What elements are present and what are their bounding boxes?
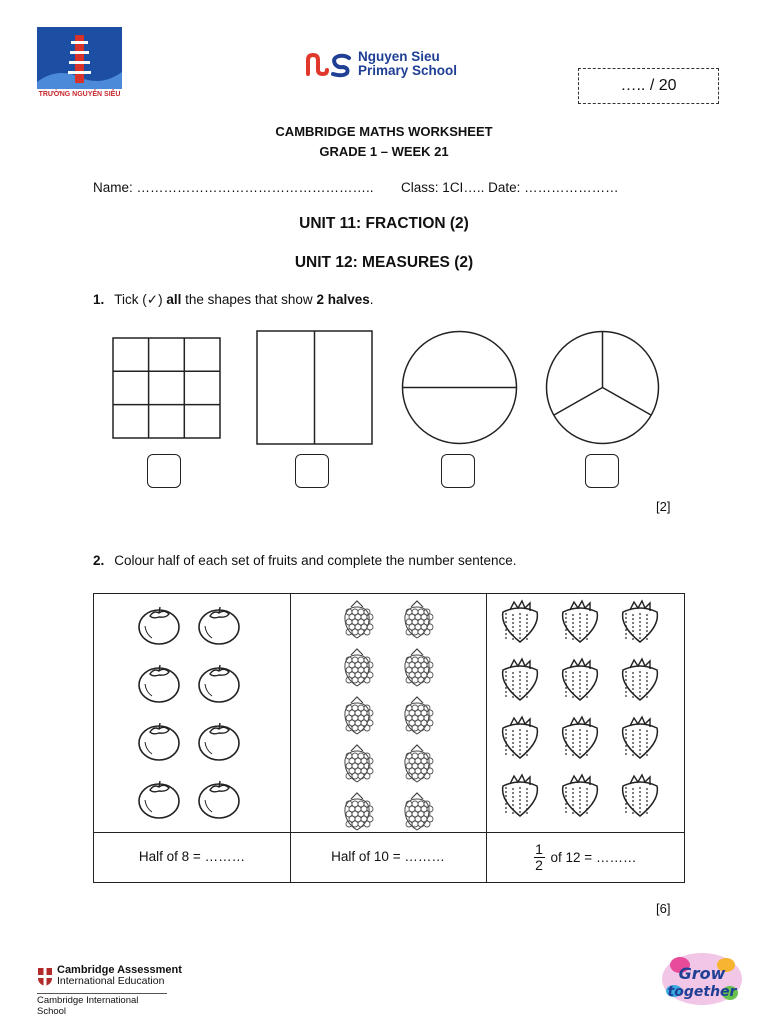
strawberry-icon[interactable]	[496, 772, 544, 823]
fraction-numerator: 1	[535, 840, 543, 857]
date-field[interactable]: Date: …………………	[488, 180, 619, 195]
svg-text:together: together	[667, 984, 737, 1000]
strawberry-icon[interactable]	[616, 714, 664, 765]
strawberry-icon[interactable]	[616, 656, 664, 707]
name-field[interactable]: Name: ……………………………………………..	[93, 180, 374, 195]
worksheet-subtitle: GRADE 1 – WEEK 21	[319, 144, 449, 159]
tick-box-grid[interactable]	[147, 454, 181, 488]
tomato-icon[interactable]	[196, 662, 242, 709]
cambridge-shield-icon	[37, 967, 53, 992]
tomato-cell	[94, 594, 290, 832]
score-text: ….. / 20	[620, 77, 677, 94]
raspberry-icon[interactable]	[340, 598, 374, 645]
question-1-number: 1.	[93, 292, 105, 307]
question-2-number: 2.	[93, 553, 105, 568]
raspberry-icon[interactable]	[340, 646, 374, 693]
half-of-12-sentence[interactable]: of 12 = ………	[550, 849, 637, 865]
q1-text-before: Tick (✓)	[114, 292, 167, 307]
strawberry-cell	[486, 594, 684, 832]
grow-together-logo-icon	[660, 951, 744, 1012]
raspberry-icon[interactable]	[400, 742, 434, 789]
school-crest-caption: TRƯỜNG NGUYỄN SIÊU	[38, 91, 121, 98]
svg-text:Grow: Grow	[678, 964, 726, 983]
worksheet-title: CAMBRIDGE MATHS WORKSHEET	[275, 124, 493, 139]
raspberry-cell	[290, 594, 486, 832]
q1-text-after: .	[369, 292, 374, 307]
raspberry-icon[interactable]	[340, 790, 374, 837]
table-row-divider	[94, 832, 684, 833]
strawberry-icon[interactable]	[556, 772, 604, 823]
question-1-marks: [2]	[656, 499, 671, 514]
question-2-marks: [6]	[656, 901, 671, 916]
unit-11-heading: UNIT 11: FRACTION (2)	[299, 215, 469, 232]
q2-text: Colour half of each set of fruits and complete the number sentence.	[114, 553, 517, 568]
raspberry-icon[interactable]	[400, 598, 434, 645]
student-info-line	[93, 180, 619, 195]
question-2-prompt	[93, 553, 517, 568]
school-name	[358, 50, 457, 78]
question-1-prompt	[93, 292, 374, 308]
rectangle-halves-icon	[256, 330, 373, 450]
half-of-8-sentence[interactable]: Half of 8 = ………	[138, 849, 246, 864]
strawberry-icon[interactable]	[616, 598, 664, 649]
one-half-fraction	[534, 842, 545, 873]
circle-halves-icon	[401, 330, 518, 450]
strawberry-icon[interactable]	[496, 598, 544, 649]
tomato-icon[interactable]	[136, 778, 182, 825]
school-crest-logo	[37, 27, 122, 105]
fruit-table	[93, 593, 685, 883]
tick-box-circle-thirds[interactable]	[585, 454, 619, 488]
tick-box-rectangle[interactable]	[295, 454, 329, 488]
tomato-icon[interactable]	[196, 604, 242, 651]
grid-3x3-icon	[112, 337, 221, 444]
circle-thirds-icon	[545, 330, 660, 450]
half-of-10-sentence[interactable]: Half of 10 = ………	[331, 849, 445, 864]
school-name-line2: Primary School	[358, 63, 458, 78]
strawberry-icon[interactable]	[556, 656, 604, 707]
strawberry-icon[interactable]	[496, 714, 544, 765]
tomato-icon[interactable]	[136, 662, 182, 709]
cambridge-line2: International Education	[57, 975, 165, 987]
q1-text-middle: the shapes that show	[181, 292, 317, 307]
q1-bold-all: all	[166, 292, 182, 307]
tomato-icon[interactable]	[136, 720, 182, 767]
strawberry-icon[interactable]	[556, 598, 604, 649]
strawberry-icon[interactable]	[616, 772, 664, 823]
unit-12-heading: UNIT 12: MEASURES (2)	[294, 254, 474, 271]
fraction-denominator: 2	[535, 856, 543, 873]
half-of-12-sentence-row	[486, 837, 684, 877]
class-field[interactable]: Class: 1CI…..	[401, 180, 485, 195]
raspberry-icon[interactable]	[340, 694, 374, 741]
cambridge-line1: Cambridge Assessment	[57, 964, 182, 976]
tick-box-circle-halves[interactable]	[441, 454, 475, 488]
tomato-icon[interactable]	[136, 604, 182, 651]
score-box	[578, 68, 719, 104]
cambridge-logo-text	[57, 965, 182, 987]
raspberry-icon[interactable]	[400, 790, 434, 837]
strawberry-icon[interactable]	[496, 656, 544, 707]
ns-logo-icon	[305, 52, 353, 78]
cambridge-school-label: Cambridge International School	[37, 993, 167, 1017]
q1-bold-halves: 2 halves	[316, 292, 370, 307]
raspberry-icon[interactable]	[400, 694, 434, 741]
school-name-line1: Nguyen Sieu	[358, 49, 440, 64]
strawberry-icon[interactable]	[556, 714, 604, 765]
raspberry-icon[interactable]	[340, 742, 374, 789]
raspberry-icon[interactable]	[400, 646, 434, 693]
tomato-icon[interactable]	[196, 778, 242, 825]
tomato-icon[interactable]	[196, 720, 242, 767]
